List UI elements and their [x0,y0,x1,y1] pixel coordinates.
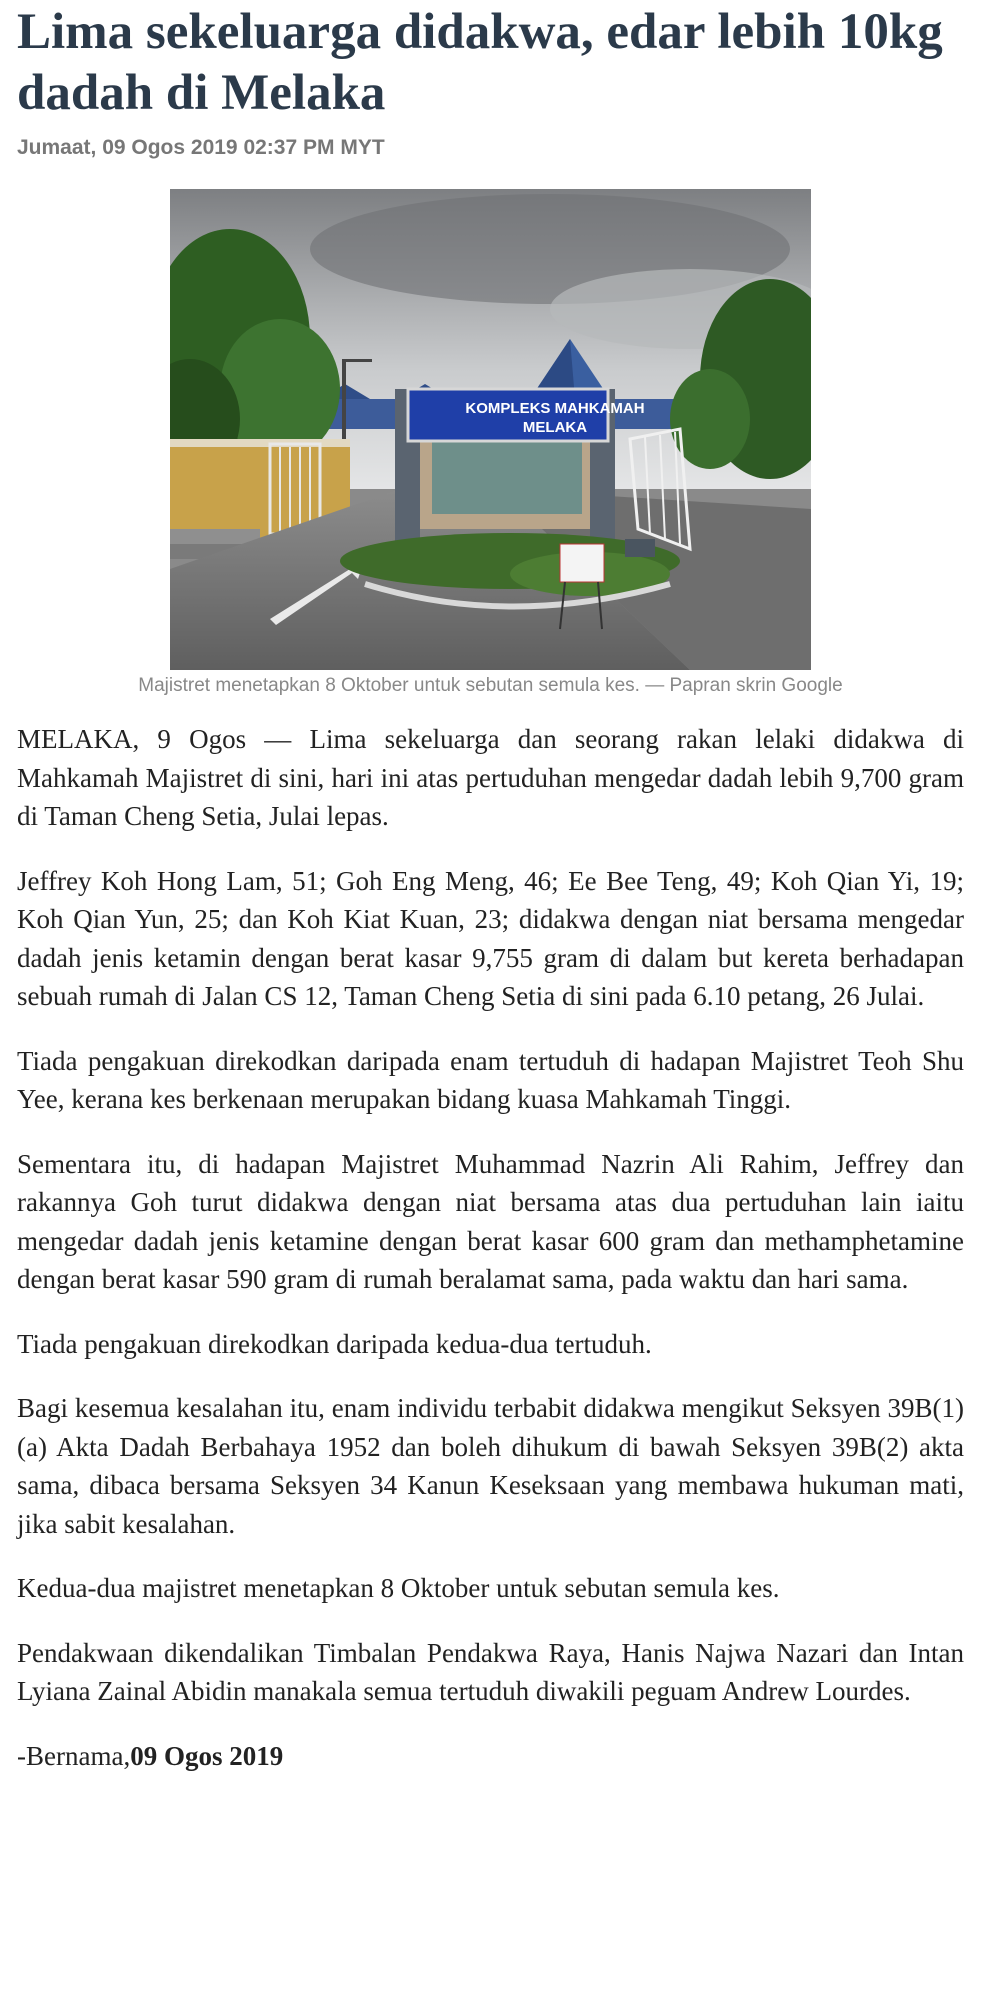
article-paragraph: Bagi kesemua kesalahan itu, enam individu terbabit didakwa mengikut Seksyen 39B(1)(a) Akta Dadah Berbahaya 1952 dan boleh dihukum di bawah Seksyen 39B(2) akta sama, dibaca bersama Seksyen 34 Kanun Keseksaan yang membawa hukuman mati, jika sabit kesalahan. [17,1393,964,1539]
article-paragraph: Tiada pengakuan direkodkan daripada kedua-dua tertuduh. [17,1328,652,1359]
article-paragraph: MELAKA, 9 Ogos — Lima sekeluarga dan seorang rakan lelaki didakwa di Mahkamah Majistret di sini, hari ini atas pertuduhan mengedar dadah lebih 9,700 gram di Taman Cheng Setia, Julai lepas. [17,724,964,831]
court-sign-line1: KOMPLEKS MAHKAMAH [465,400,645,417]
article-body [17,720,964,1775]
article-paragraph: Kedua-dua majistret menetapkan 8 Oktober untuk sebutan semula kes. [17,1573,780,1603]
photo-caption: Majistret menetapkan 8 Oktober untuk sebutan semula kes. — Papran skrin Google [138,675,843,696]
article-paragraph: Tiada pengakuan direkodkan daripada enam tertuduh di hadapan Majistret Teoh Shu Yee, kerana kes berkenaan merupakan bidang kuasa Mahkamah Tinggi. [17,1045,964,1114]
article-figure [17,189,964,698]
byline-source: -Bernama, [17,1740,131,1771]
article-paragraph: Pendakwaan dikendalikan Timbalan Pendakwa Raya, Hanis Najwa Nazari dan Intan Lyiana Zainal Abidin manakala semua tertuduh diwakili peguam Andrew Lourdes. [17,1637,964,1706]
article-page [0,2,981,1775]
court-sign-line2: MELAKA [522,419,588,436]
article-paragraph: Sementara itu, di hadapan Majistret Muhammad Nazrin Ali Rahim, Jeffrey dan rakannya Goh turut didakwa dengan niat bersama atas dua pertuduhan lain iaitu mengedar dadah jenis ketamine dengan berat kasar 600 gram dan methamphetamine dengan berat kasar 590 gram di rumah beralamat sama, pada waktu dan hari sama. [17,1148,964,1294]
article-headline: Lima sekeluarga didakwa, edar lebih 10kg dadah di Melaka [17,4,943,121]
article-paragraph: Jeffrey Koh Hong Lam, 51; Goh Eng Meng, 46; Ee Bee Teng, 49; Koh Qian Yi, 19; Koh Qian Yun, 25; dan Koh Kiat Kuan, 23; didakwa dengan niat bersama mengedar dadah jenis ketamin dengan berat kasar 9,755 gram di dalam but kereta berhadapan sebuah rumah di Jalan CS 12, Taman Cheng Setia di sini pada 6.10 petang, 26 Julai. [17,865,964,1011]
article-byline [17,1737,964,1776]
byline-date: 09 Ogos 2019 [130,1740,284,1771]
court-sign [460,399,650,437]
court-complex-photo [170,189,811,670]
article-dateline: Jumaat, 09 Ogos 2019 02:37 PM MYT [17,136,385,159]
